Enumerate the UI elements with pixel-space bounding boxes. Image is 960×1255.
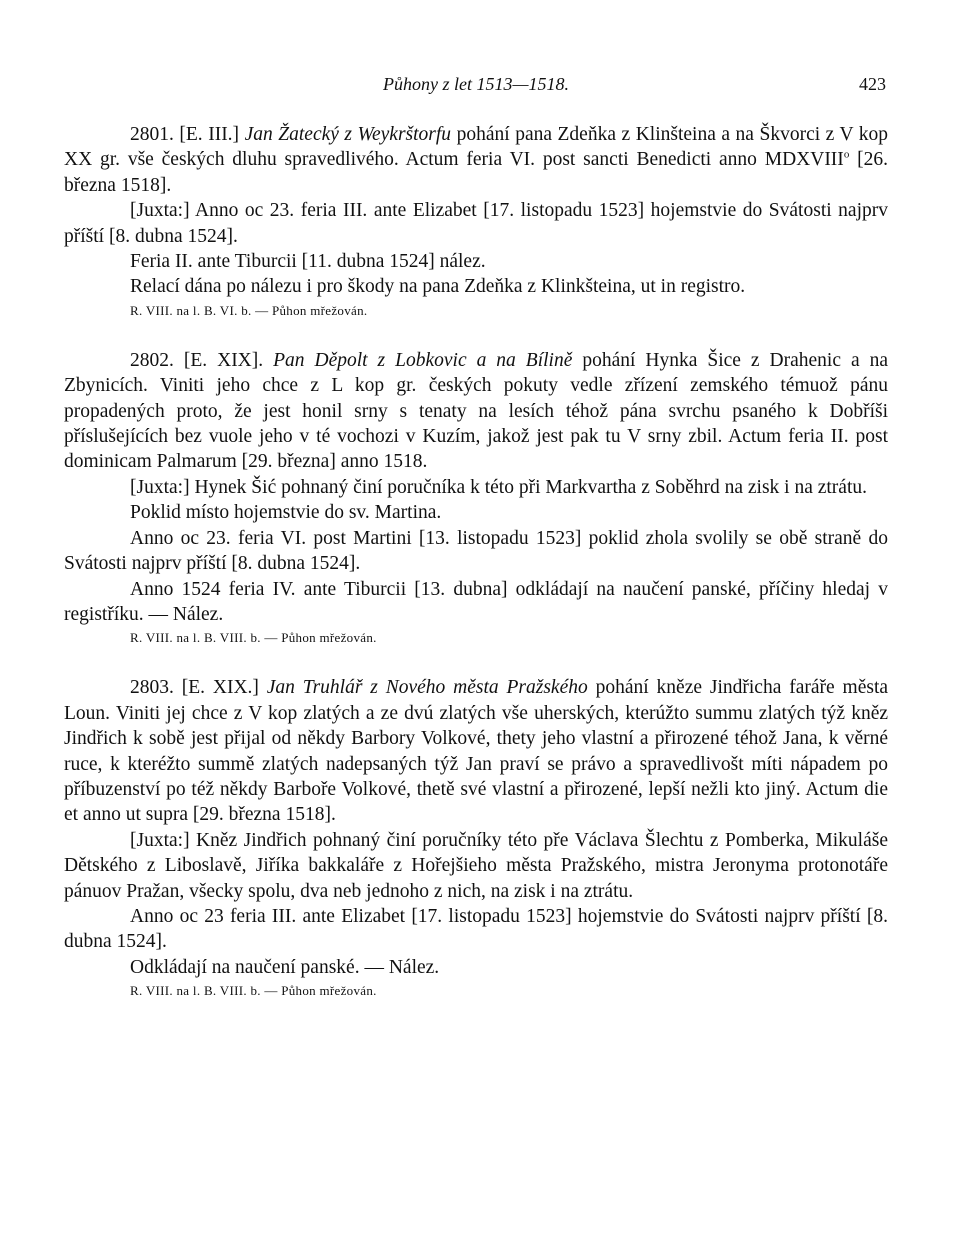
- entry-2802: [64, 348, 888, 649]
- entry-paragraph: Anno 1524 feria IV. ante Tiburcii [13. dubna] odkládají na naučení panské, příčiny hledaj v registříku. — Nález.: [64, 578, 888, 625]
- register-reference: R. VIII. na l. B. VI. b. — Půhon mřežován.: [130, 302, 368, 318]
- entry-body: pohání Hynka Šice z Drahenic a na Zbynicích. Viniti jeho chce z L kop gr. českých pokuty vedle zřízení zemského témuož pánu propadených proto, že jest honil srny s tenaty na lesích téhož pána svrchu psaného k Dobříši příslušejících bez vuole jeho v té vochozi v Kuzím, jakož jest pak tu V srny zbil. Actum feria II. post dominicam Palmarum [29. března] anno 1518.: [64, 349, 889, 473]
- plaintiff-name: Jan Truhlář z Nového města Pražského: [266, 677, 588, 699]
- plaintiff-name: Pan Děpolt z Lobkovic a na Bílině: [273, 349, 573, 371]
- entry-text: [64, 348, 888, 475]
- register-reference: R. VIII. na l. B. VIII. b. — Půhon mřežován.: [130, 630, 377, 646]
- entry-number: 2803. [E. XIX.]: [130, 677, 259, 699]
- register-reference: R. VIII. na l. B. VIII. b. — Půhon mřežován.: [130, 983, 377, 999]
- superscript: o: [843, 148, 850, 161]
- entry-paragraph: Anno oc 23 feria III. ante Elizabet [17. listopadu 1523] hojemstvie do Svátosti najprv příští [8. dubna 1524].: [64, 905, 888, 953]
- entry-body-tail: [26. března 1518].: [64, 149, 889, 196]
- entry-paragraph: Relací dána po nálezu i pro škody na pana Zdeňka z Klinkšteina, ut in registro.: [130, 276, 746, 298]
- plaintiff-name: Jan Žatecký z Weykrštorfu: [244, 124, 452, 145]
- entry-paragraph: [Juxta:] Hynek Šić pohnaný činí poručníka k této při Markvartha z Soběhrd na zisk i na ztrátu.: [130, 476, 868, 498]
- entry-paragraph: Feria II. ante Tiburcii [11. dubna 1524] nález.: [130, 251, 486, 273]
- entry-paragraph: [Juxta:] Anno oc 23. feria III. ante Elizabet [17. listopadu 1523] hojemstvie do Svátosti najprv příští [8. dubna 1524].: [64, 200, 888, 247]
- entry-number: 2801. [E. III.]: [130, 124, 240, 145]
- entry-paragraph: Poklid místo hojemstvie do sv. Martina.: [130, 502, 442, 524]
- running-title: Půhony z let 1513—1518.: [383, 74, 569, 94]
- entry-paragraph: Odkládají na naučení panské. — Nález.: [130, 956, 440, 978]
- page-number: 423: [859, 74, 886, 94]
- entry-body: pohání pana Zdeňka z Klinšteina a na Škvorci z V kop XX gr. vše českých dluhu spravedlivého. Actum feria VI. post sancti Benedicti anno MDXVIII: [64, 124, 888, 171]
- entry-paragraph: [Juxta:] Kněz Jindřich pohnaný činí poručníky této pře Václava Šlechtu z Pomberka, Mikuláše Dětského z Liboslavě, Jiříka bakkaláře z Hořejšieho města Pražského, mistra Jeronyma protonotáře pánuov Pražan, všecky spolu, dva neb jednoho z nich, na zisk i na ztrátu.: [64, 829, 888, 902]
- entry-body: pohání kněze Jindřicha faráře města Loun. Viniti jej chce z V kop zlatých a ze dvú zlatých vše uherských, kterúžto summu zlatých týž kněz Jindřich k sobě jest přijal od někdy Barbory Volkové, thety jeho vlastní a přirozené téhož Jana, k věrné ruce, k kteréžto summě zlatých nadepsaných týž Jan praví se právo a spravedlivošt míti nápadem po příbuzenství po též někdy Barboře Volkové, thetě své vlastní a přirozené, lepší nežli kto jiný. Actum die et anno ut supra [29. března 1518].: [64, 677, 889, 826]
- entry-2803: [64, 675, 888, 1002]
- running-head: [64, 72, 888, 100]
- entry-paragraph: Anno oc 23. feria VI. post Martini [13. listopadu 1523] poklid zhola svolily se obě straně do Svátosti najprv příští [8. dubna 1524].: [64, 527, 888, 575]
- entry-text: [64, 122, 888, 198]
- entry-text: [64, 675, 888, 827]
- entry-number: 2802. [E. XIX].: [130, 349, 264, 371]
- entry-2801: [64, 122, 888, 322]
